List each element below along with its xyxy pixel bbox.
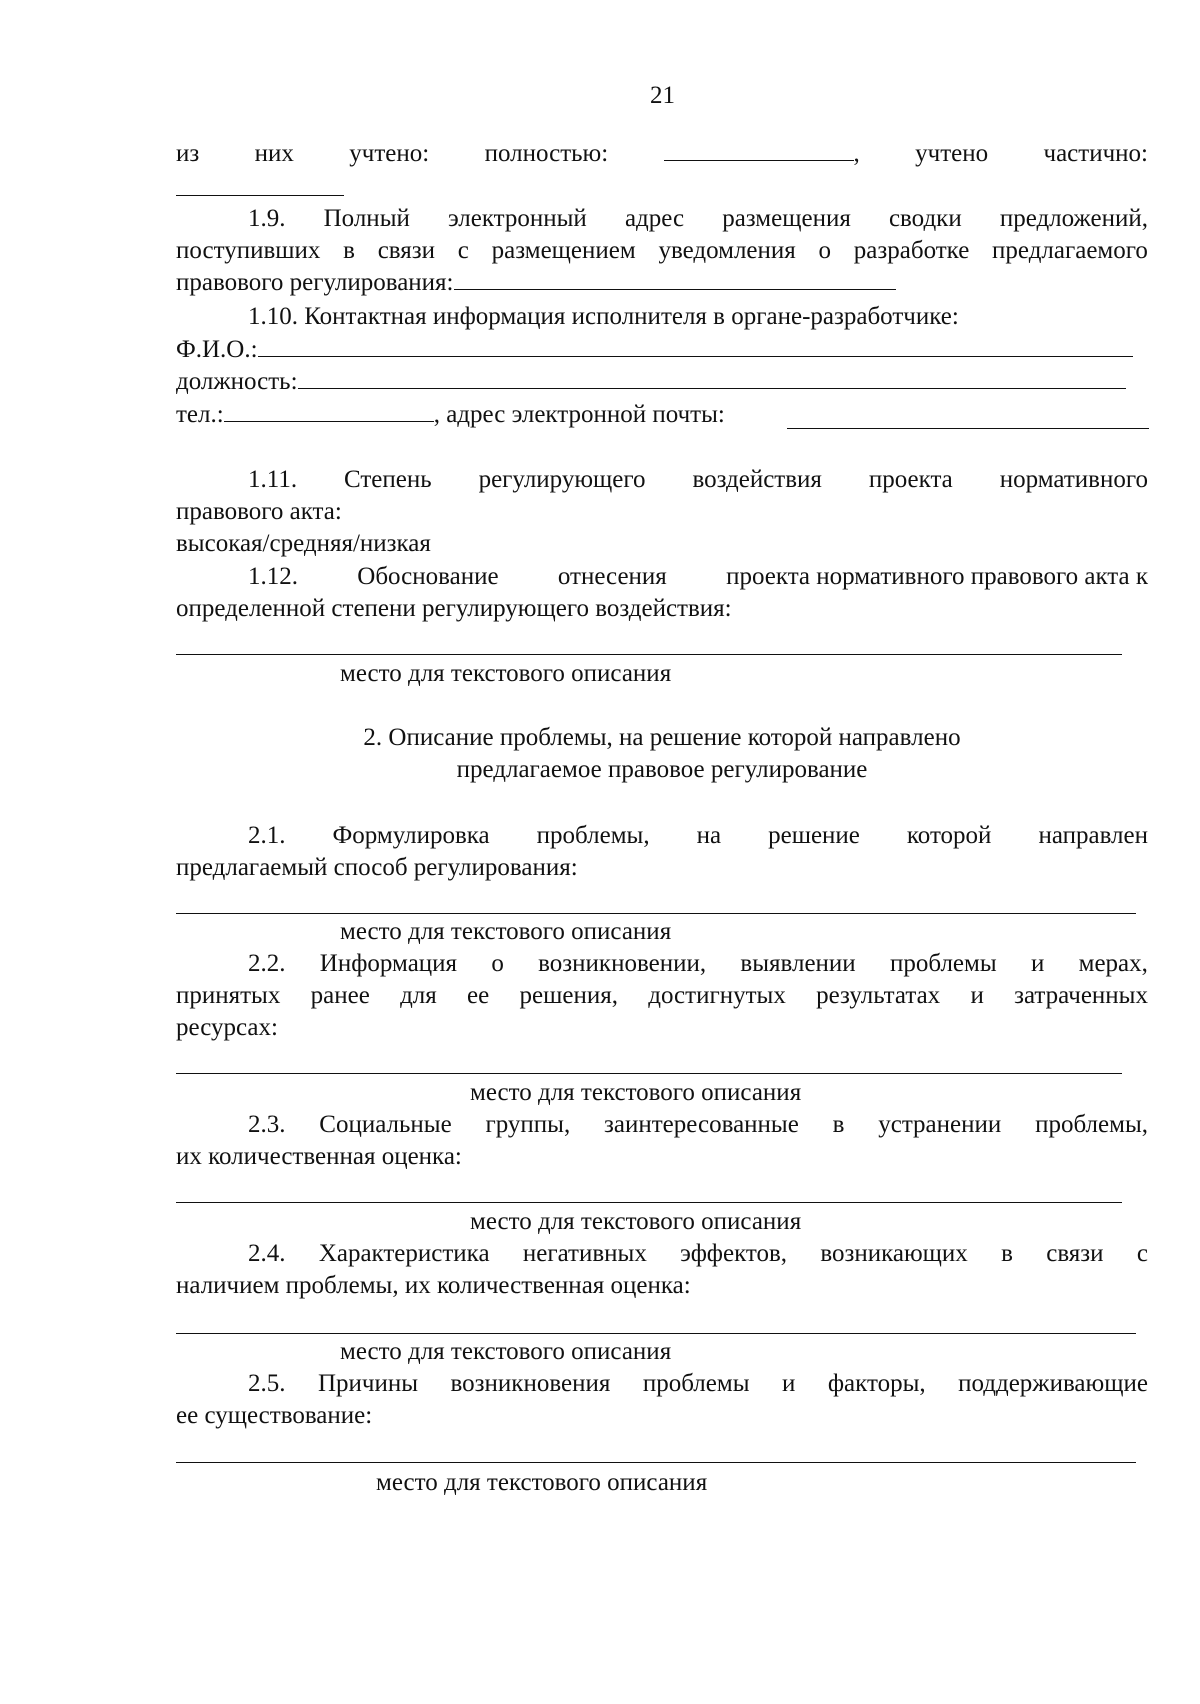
word: о [491,950,504,977]
word: проекта [868,466,953,493]
word: уведомления [658,237,796,264]
placeholder-caption: место для текстового описания [340,918,672,945]
word: из [176,140,200,167]
item-1-9-line1 [248,203,1148,235]
item-number: 2.2. [248,950,286,977]
phone-label: тел.: [176,401,224,428]
word: в [1001,1240,1013,1267]
placeholder-caption: место для текстового описания [376,1469,708,1496]
word: которой [906,822,992,849]
word: принятых [176,982,281,1009]
word: учтено [915,140,989,167]
word: ранее [310,982,370,1009]
word: поступивших [176,237,321,264]
position-field[interactable] [298,366,1126,389]
word: проекта нормативного правового акта к [726,563,1148,590]
word: для [400,982,437,1009]
comma: , [853,140,860,167]
item-1-10-heading: 1.10. Контактная информация исполнителя в органе-разработчике: [248,303,959,330]
word: ее [467,982,490,1009]
item-2-2-line2 [176,980,1148,1012]
word: решения, [519,982,618,1009]
partially-counted-field[interactable] [176,195,344,196]
word: электронный [447,205,587,232]
word: нормативного [999,466,1148,493]
page-number: 21 [650,82,675,109]
item-2-3-line1 [248,1109,1148,1141]
word: проблемы, [536,822,650,849]
word: затраченных [1014,982,1148,1009]
word: регулирующего [478,466,646,493]
placeholder-caption: место для текстового описания [340,660,672,687]
word: предлагаемого [992,237,1148,264]
word: о [818,237,832,264]
word: устранении [878,1111,1002,1138]
word: размещением [491,237,636,264]
section-2-title-line1: 2. Описание проблемы, на решение которой направлено [363,724,961,751]
label: правового регулирования: [176,269,454,296]
word: и [781,1370,796,1397]
word: предложений, [999,205,1148,232]
item-1-11-line2: правового акта: [176,498,342,525]
item-number: 1.11. [248,466,298,493]
item-2-1-line1 [248,820,1148,852]
placeholder-caption: место для текстового описания [470,1079,802,1106]
item-number: 2.5. [248,1370,286,1397]
word: группы, [485,1111,571,1138]
contacts-row [176,399,725,431]
word: проблемы [889,950,997,977]
word: Обоснование [357,563,499,590]
word: достигнутых [648,982,786,1009]
email-label: , адрес электронной почты: [433,401,725,428]
word: поддерживающие [958,1370,1148,1397]
word: проблемы [642,1370,750,1397]
social-groups-field[interactable] [176,1202,1122,1203]
item-2-1-line2: предлагаемый способ регулирования: [176,854,578,881]
word: направлен [1038,822,1148,849]
word: возникающих [820,1240,968,1267]
position-row [176,366,1126,398]
item-2-4-line1 [248,1238,1148,1270]
impact-level-options: высокая/средняя/низкая [176,530,431,557]
fio-row [176,334,1133,366]
word: адрес [624,205,685,232]
item-2-3-line2: их количественная оценка: [176,1143,462,1170]
word: возникновении, [538,950,707,977]
item-1-12-line1 [248,561,1148,593]
word: заинтересованные [604,1111,799,1138]
word: негативных [522,1240,647,1267]
item-number: 1.12. [248,563,298,590]
word: с [457,237,469,264]
word: в [343,237,355,264]
item-2-5-line1 [248,1368,1148,1400]
fio-label: Ф.И.О.: [176,336,258,363]
item-1-11-line1 [248,464,1148,496]
item-1-9-line2 [176,235,1148,267]
word: Причины [317,1370,419,1397]
item-2-2-line3: ресурсах: [176,1014,278,1041]
word: Полный [323,205,410,232]
word: и [970,982,984,1009]
word: Формулировка [332,822,490,849]
placeholder-caption: место для текстового описания [470,1208,802,1235]
word: разработке [853,237,970,264]
word: сводки [888,205,962,232]
word: выявлении [740,950,856,977]
word: Характеристика [318,1240,490,1267]
word: факторы, [827,1370,926,1397]
item-2-2-line1 [248,948,1148,980]
word: отнесения [557,563,667,590]
problem-statement-field[interactable] [176,913,1136,914]
word: эффектов, [680,1240,788,1267]
word: в [832,1111,845,1138]
word: и [1030,950,1045,977]
word: мерах, [1078,950,1148,977]
intro-line [176,138,1148,170]
word: связи [377,237,436,264]
word: частично: [1043,140,1148,167]
item-1-9-line3 [176,267,896,299]
section-2-title-line2: предлагаемое правовое регулирование [456,756,868,783]
item-number: 2.3. [248,1111,286,1138]
fully-counted-field[interactable] [664,138,860,170]
fio-field[interactable] [258,334,1133,357]
word: Социальные [319,1111,452,1138]
word: учтено: [349,140,430,167]
word: с [1136,1240,1148,1267]
phone-field[interactable] [224,399,434,422]
word: Степень [344,466,432,493]
justification-field[interactable] [176,654,1122,655]
word: на [696,822,722,849]
causes-field[interactable] [176,1462,1136,1463]
word: возникновения [450,1370,611,1397]
item-number: 2.4. [248,1240,286,1267]
item-1-12-line2: определенной степени регулирующего воздействия: [176,595,732,622]
word: результатах [816,982,941,1009]
address-field[interactable] [454,267,896,290]
background-info-field[interactable] [176,1073,1122,1074]
word: решение [768,822,860,849]
word: полностью: [484,140,609,167]
word: проблемы, [1035,1111,1148,1138]
negative-effects-field[interactable] [176,1333,1136,1334]
item-2-4-line2: наличием проблемы, их количественная оценка: [176,1272,691,1299]
position-label: должность: [176,368,298,395]
item-2-5-line2: ее существование: [176,1402,373,1429]
placeholder-caption: место для текстового описания [340,1338,672,1365]
word: воздействия [692,466,822,493]
word: них [254,140,294,167]
item-number: 1.9. [248,205,286,232]
word: размещения [722,205,851,232]
item-number: 2.1. [248,822,286,849]
word: Информация [319,950,458,977]
word: связи [1046,1240,1104,1267]
email-field[interactable] [787,428,1149,429]
